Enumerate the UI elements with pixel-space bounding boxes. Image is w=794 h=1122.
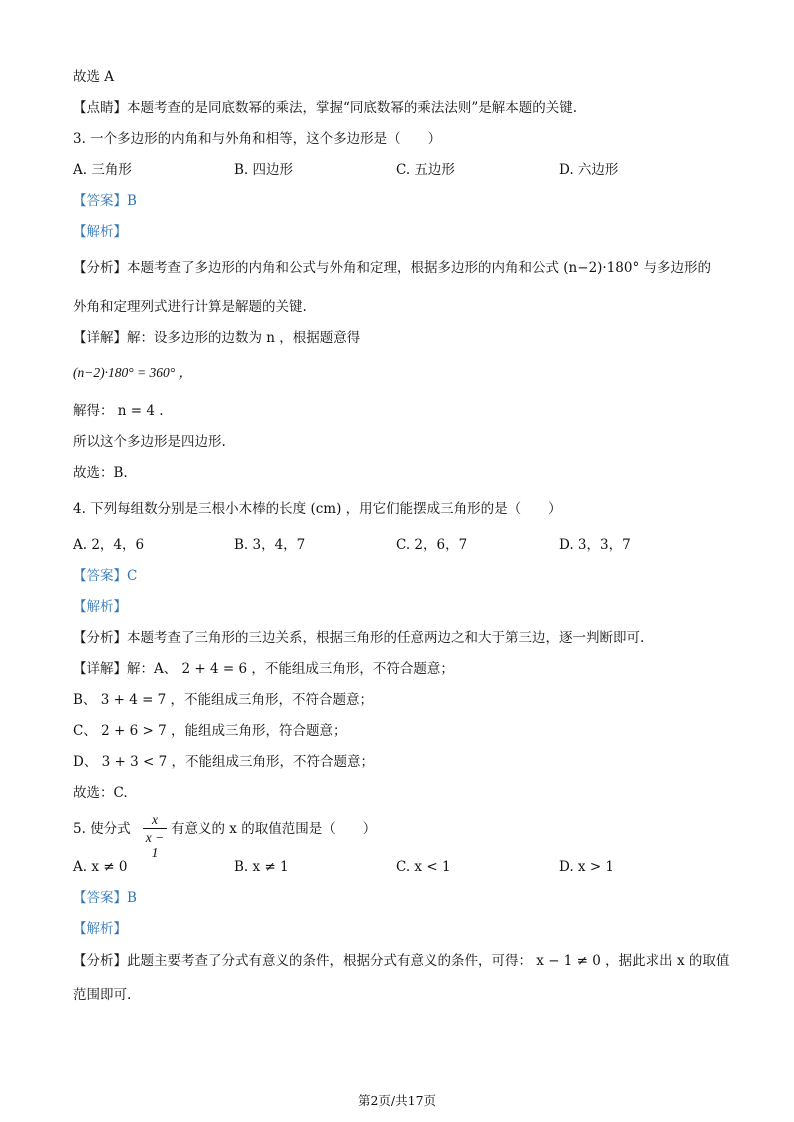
question-5-stem-start: 5. 使分式	[73, 821, 131, 837]
analysis-label: 【解析】	[73, 224, 127, 240]
analysis-label: 【解析】	[73, 921, 127, 937]
option-d: D. 3，3，7	[559, 537, 631, 553]
text-line: D、 3 + 3 < 7 ，不能组成三角形，不符合题意；	[73, 754, 374, 770]
option-a: A. 三角形	[73, 162, 132, 178]
fraction-denominator: x − 1	[145, 830, 165, 860]
text-line: 【分析】本题考查了多边形的内角和公式与外角和定理，根据多边形的内角和公式 (n−2)·180° 与多边形的	[73, 260, 712, 276]
fraction-bar	[143, 828, 167, 829]
option-a: A. 2，4，6	[73, 537, 145, 553]
answer-label: 【答案】B	[73, 890, 137, 906]
answer-label: 【答案】B	[73, 193, 137, 209]
option-d: D. 六边形	[559, 162, 619, 178]
text-line: 【详解】解：A、 2 + 4 = 6 ，不能组成三角形，不符合题意；	[73, 661, 454, 677]
analysis-label: 【解析】	[73, 599, 127, 615]
text-line: 故选：B.	[73, 465, 128, 481]
question-5-options	[73, 858, 733, 876]
question-4-stem: 4. 下列每组数分别是三根小木棒的长度 (cm) ，用它们能摆成三角形的是（ ）	[73, 501, 562, 517]
text-line: C、 2 + 6 > 7 ，能组成三角形，符合题意；	[73, 723, 347, 739]
question-4-options	[73, 536, 733, 554]
option-c: C. 2，6，7	[396, 537, 468, 553]
fraction-expression	[143, 812, 167, 860]
text-line: 所以这个多边形是四边形.	[73, 434, 226, 450]
text-line: 范围即可.	[73, 987, 132, 1003]
fraction-numerator: x	[152, 812, 158, 827]
option-d: D. x > 1	[559, 859, 615, 875]
option-c: C. 五边形	[396, 162, 455, 178]
answer-label: 【答案】C	[73, 568, 138, 584]
option-c: C. x < 1	[396, 859, 451, 875]
text-line: 故选：C.	[73, 785, 128, 801]
text-line: 【详解】解：设多边形的边数为 n ，根据题意得	[73, 330, 361, 346]
option-b: B. 四边形	[234, 162, 294, 178]
text-line: 【分析】本题考查了三角形的三边关系，根据三角形的任意两边之和大于第三边，逐一判断即可.	[73, 630, 645, 646]
page-number-footer: 第2页/共17页	[357, 1093, 437, 1108]
question-3-options	[73, 161, 733, 179]
option-b: B. x ≠ 1	[234, 859, 289, 875]
option-b: B. 3，4，7	[234, 537, 306, 553]
text-line: 解得： n = 4 .	[73, 403, 164, 419]
option-a: A. x ≠ 0	[73, 859, 128, 875]
text-line: 外角和定理列式进行计算是解题的关键.	[73, 299, 307, 315]
equation-line: (n−2)·180° = 360° ，	[73, 365, 193, 380]
question-5-stem-end: 有意义的 x 的取值范围是（ ）	[171, 821, 377, 837]
question-3-stem: 3. 一个多边形的内角和与外角和相等，这个多边形是（ ）	[73, 131, 442, 147]
text-line: 【点睛】本题考查的是同底数幂的乘法，掌握“同底数幂的乘法法则”是解本题的关键.	[73, 100, 578, 116]
text-line: B、 3 + 4 = 7 ，不能组成三角形，不符合题意；	[73, 692, 374, 708]
text-line: 故选 A	[73, 69, 115, 85]
text-line: 【分析】此题主要考查了分式有意义的条件，根据分式有意义的条件，可得： x − 1 ≠ 0 ，据此求出 x 的取值	[73, 953, 730, 969]
